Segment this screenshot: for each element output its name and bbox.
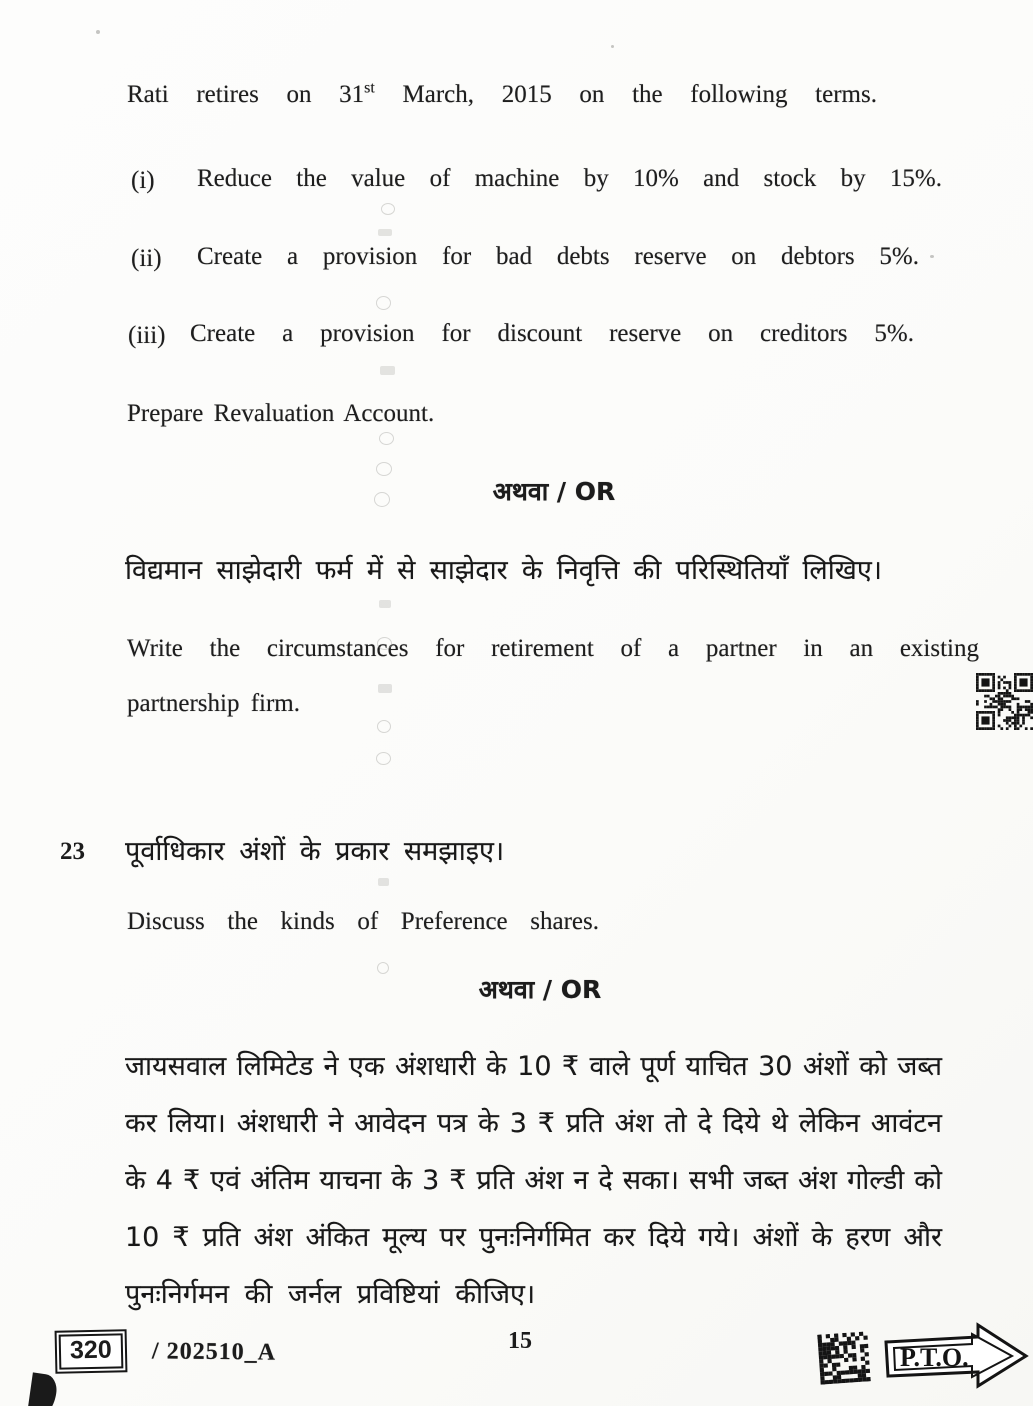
term-label-ii: (ii)	[131, 245, 162, 272]
term-label-iii: (iii)	[128, 322, 166, 349]
bleed-artifact	[379, 432, 394, 445]
intro-prefix: Rati retires on 31	[127, 81, 365, 108]
term-label-i: (i)	[131, 167, 155, 194]
bleed-artifact	[374, 492, 390, 507]
scan-speck	[930, 255, 934, 258]
page-number: 15	[508, 1328, 532, 1354]
q23-alt-line-2: कर लिया। अंशधारी ने आवेदन पत्र के 3 ₹ प्रति अंश तो दे दिये थे लेकिन आवंटन	[125, 1108, 942, 1139]
qr-code	[976, 673, 1033, 730]
scan-speck	[611, 45, 614, 48]
bleed-artifact	[380, 366, 395, 375]
paper-code-box	[55, 1329, 128, 1373]
scan-edge-blob	[27, 1372, 58, 1406]
or-divider-1: अथवा / OR	[492, 477, 616, 506]
q23-alt-line-1: जायसवाल लिमिटेड ने एक अंशधारी के 10 ₹ वाले पूर्ण याचित 30 अंशों को जब्त	[125, 1051, 942, 1082]
bleed-artifact	[378, 684, 392, 693]
intro-suffix: March, 2015 on the following terms.	[374, 81, 877, 108]
bleed-artifact	[379, 600, 391, 608]
ordinal-superscript: st	[364, 79, 375, 97]
paper-code: 320	[59, 1333, 123, 1369]
pto-arrow	[880, 1320, 1030, 1392]
bleed-artifact	[378, 878, 389, 886]
intro-line	[127, 80, 877, 110]
retirement-question-hindi: विद्यमान साझेदारी फर्म में से साझेदार के निवृत्ति की परिस्थितियाँ लिखिए।	[125, 555, 882, 586]
bleed-artifact	[376, 296, 391, 310]
question-23-number: 23	[60, 838, 85, 865]
bleed-artifact	[377, 720, 391, 733]
q23-alt-line-3: के 4 ₹ एवं अंतिम याचना के 3 ₹ प्रति अंश न दे सका। सभी जब्त अंश गोल्डी को	[125, 1165, 942, 1196]
bleed-artifact	[381, 203, 395, 215]
scan-speck	[96, 30, 100, 34]
term-text-iii: Create a provision for discount reserve on creditors 5%.	[190, 320, 914, 347]
question-23-hindi: पूर्वाधिकार अंशों के प्रकार समझाइए।	[125, 836, 505, 867]
question-23-english: Discuss the kinds of Preference shares.	[127, 908, 599, 935]
q23-alt-line-4: 10 ₹ प्रति अंश अंकित मूल्य पर पुनःनिर्गमित कर दिये गये। अंशों के हरण और	[125, 1222, 942, 1253]
prepare-revaluation-line: Prepare Revaluation Account.	[127, 400, 435, 427]
paper-reference: / 202510_A	[151, 1338, 277, 1366]
bleed-artifact	[377, 962, 389, 974]
retirement-question-english-line2: partnership firm.	[127, 690, 301, 717]
or-divider-2: अथवा / OR	[478, 975, 602, 1004]
term-text-i: Reduce the value of machine by 10% and stock by 15%.	[197, 165, 942, 192]
retirement-question-english-line1: Write the circumstances for retirement of a partner in an existing	[127, 635, 979, 662]
pto-label: P.T.O.	[900, 1343, 969, 1372]
q23-alt-line-5: पुनःनिर्गमन की जर्नल प्रविष्टियां कीजिए।	[125, 1279, 536, 1310]
bleed-artifact	[377, 637, 392, 650]
term-text-ii: Create a provision for bad debts reserve on debtors 5%.	[197, 243, 919, 270]
bleed-artifact	[378, 229, 392, 236]
data-matrix-code	[815, 1331, 872, 1385]
bleed-artifact	[376, 462, 392, 476]
bleed-artifact	[376, 752, 391, 765]
